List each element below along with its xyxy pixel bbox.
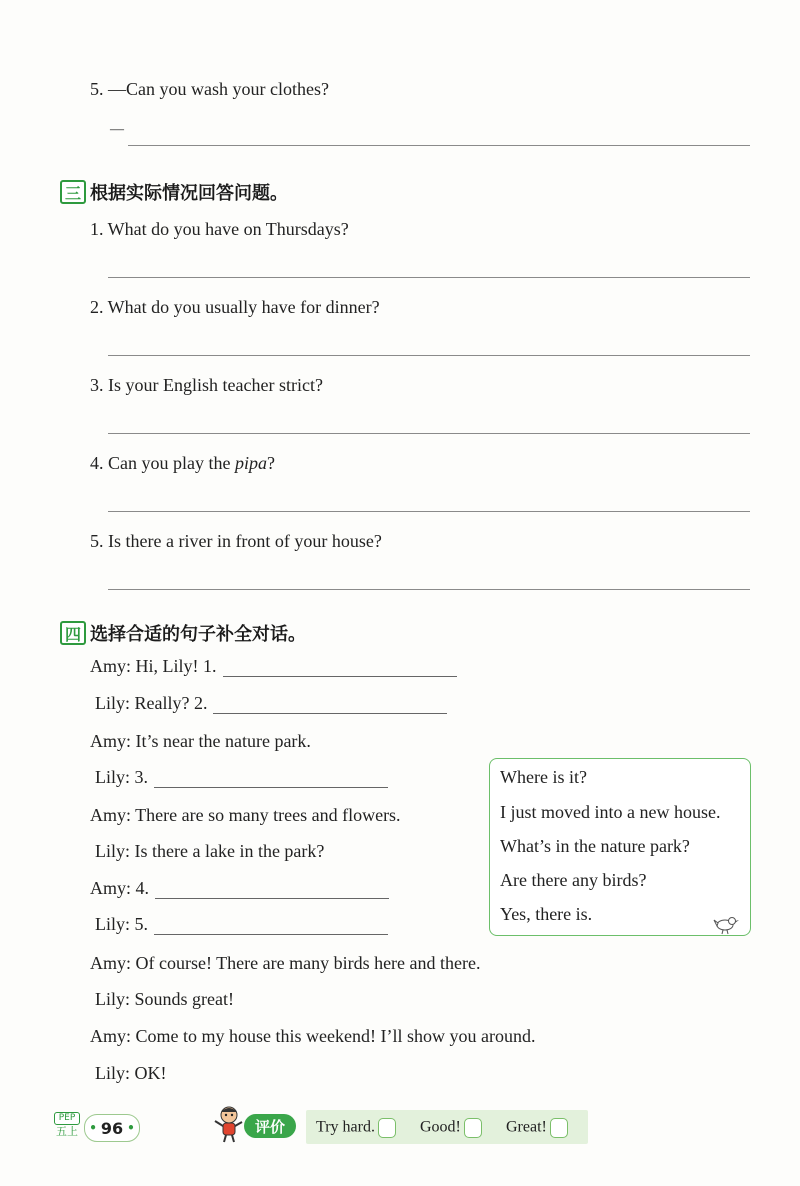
section-4-header	[60, 620, 306, 646]
s3-answer-line-4[interactable]	[108, 511, 750, 512]
s3-question-3: 3. Is your English teacher strict?	[90, 375, 323, 395]
eval-try-hard[interactable]	[316, 1118, 396, 1138]
badge-pep: PEP	[54, 1112, 80, 1125]
bird-doodle-icon	[712, 911, 742, 935]
dialogue-line-7	[90, 878, 389, 899]
section-3-title: 根据实际情况回答问题。	[90, 183, 288, 204]
s3-question-2: 2. What do you usually have for dinner?	[90, 297, 380, 317]
answer-dash: —	[110, 122, 124, 137]
dialogue-text: Amy: 4.	[90, 878, 150, 898]
dialogue-line-1	[90, 656, 457, 677]
dialogue-blank-3[interactable]	[154, 769, 388, 788]
page-dot-icon: •	[89, 1121, 97, 1135]
s3-answer-line-2[interactable]	[108, 355, 750, 356]
dialogue-line-5	[90, 805, 401, 826]
dialogue-blank-4[interactable]	[155, 880, 389, 899]
s3-answer-line-1[interactable]	[108, 277, 750, 278]
dialogue-line-2	[95, 693, 447, 714]
question-5-top: 5. —Can you wash your clothes?	[90, 79, 329, 99]
eval-great-label: Great!	[506, 1118, 547, 1136]
dialogue-line-9	[90, 953, 481, 974]
s3-question-5: 5. Is there a river in front of your house?	[90, 531, 382, 551]
dialogue-text: Lily: Sounds great!	[95, 989, 234, 1009]
dialogue-text: Amy: Of course! There are many birds here and there.	[90, 953, 481, 973]
dialogue-text: Amy: Come to my house this weekend! I’ll show you around.	[90, 1026, 536, 1046]
eval-good-label: Good!	[420, 1118, 461, 1136]
option-1[interactable]: Where is it?	[500, 767, 587, 787]
badge-grade: 五上	[56, 1125, 78, 1138]
s3-answer-line-3[interactable]	[108, 433, 750, 434]
dialogue-blank-1[interactable]	[223, 658, 457, 677]
eval-great[interactable]	[506, 1118, 568, 1138]
dialogue-line-12	[95, 1063, 167, 1084]
dialogue-line-11	[90, 1026, 535, 1047]
dialogue-line-6	[95, 841, 324, 862]
s3-question-4-text: 4. Can you play the	[90, 453, 235, 473]
dialogue-text: Lily: 3.	[95, 767, 148, 787]
dialogue-text: Amy: Hi, Lily! 1.	[90, 656, 217, 676]
dialogue-blank-2[interactable]	[213, 695, 447, 714]
s3-question-4	[90, 453, 275, 474]
s3-answer-line-5[interactable]	[108, 589, 750, 590]
dialogue-line-4	[95, 767, 388, 788]
section-4-number: 四	[60, 621, 86, 645]
page-dot-icon: •	[127, 1121, 135, 1135]
eval-good[interactable]	[420, 1118, 482, 1138]
page-number-text: 96	[100, 1118, 124, 1138]
eval-try-hard-checkbox[interactable]	[378, 1118, 396, 1138]
dialogue-line-8	[95, 914, 388, 935]
dialogue-line-3	[90, 731, 311, 752]
dialogue-text: Lily: Really? 2.	[95, 693, 208, 713]
options-box	[489, 758, 751, 936]
option-2[interactable]: I just moved into a new house.	[500, 802, 721, 822]
eval-try-hard-label: Try hard.	[316, 1118, 375, 1136]
dialogue-text: Amy: There are so many trees and flowers.	[90, 805, 401, 825]
dialogue-text: Lily: OK!	[95, 1063, 167, 1083]
dialogue-line-10	[95, 989, 234, 1010]
section-3-number: 三	[60, 180, 86, 204]
evaluation-bar	[306, 1110, 588, 1144]
grade-badge	[54, 1112, 80, 1142]
dialogue-blank-5[interactable]	[154, 916, 388, 935]
option-4[interactable]: Are there any birds?	[500, 870, 647, 890]
s3-question-4-end: ?	[267, 453, 275, 473]
eval-good-checkbox[interactable]	[464, 1118, 482, 1138]
section-4-title: 选择合适的句子补全对话。	[90, 624, 306, 645]
option-5[interactable]: Yes, there is.	[500, 904, 593, 924]
section-3-header	[60, 179, 288, 205]
option-3[interactable]: What’s in the nature park?	[500, 836, 690, 856]
eval-label: 评价	[244, 1114, 296, 1138]
answer-line-top[interactable]	[128, 145, 750, 146]
dialogue-text: Amy: It’s near the nature park.	[90, 731, 311, 751]
page-number	[84, 1114, 140, 1142]
eval-great-checkbox[interactable]	[550, 1118, 568, 1138]
s3-question-1: 1. What do you have on Thursdays?	[90, 219, 349, 239]
s3-question-4-italic: pipa	[234, 453, 267, 473]
dialogue-text: Lily: Is there a lake in the park?	[95, 841, 325, 861]
dialogue-text: Lily: 5.	[95, 914, 148, 934]
